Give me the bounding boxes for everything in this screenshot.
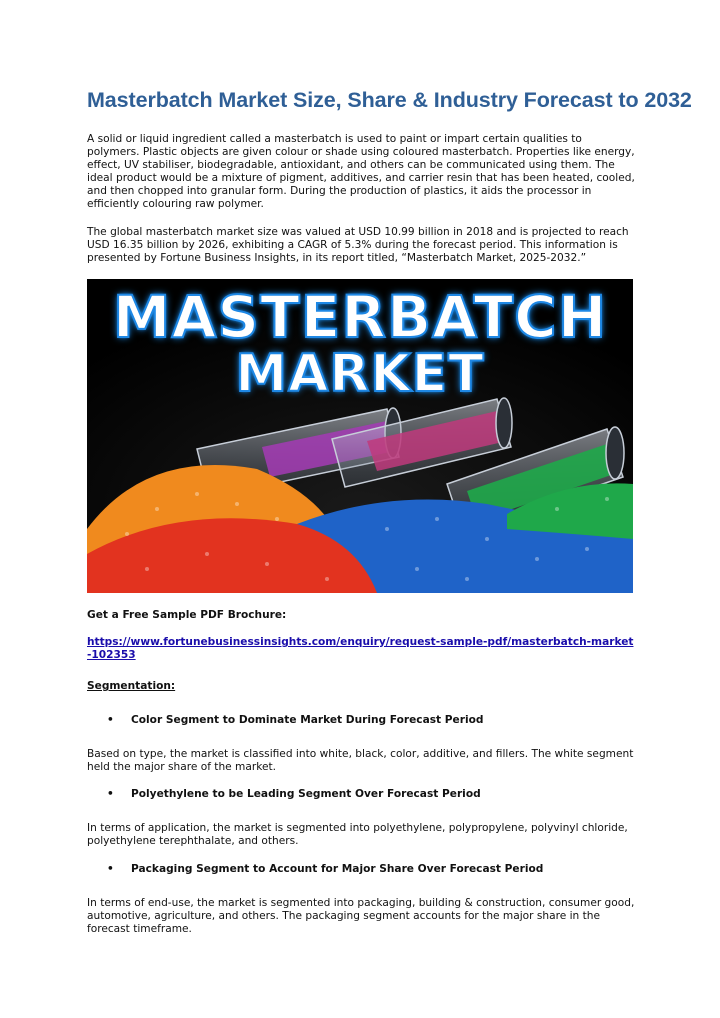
hero-title-line2: MARKET [235,343,485,404]
sample-label: Get a Free Sample PDF Brochure: [87,608,287,621]
segment-2 [87,788,635,848]
bullet-icon: • [107,862,114,875]
segment-text: In terms of application, the market is segmented into polyethylene, polypropylene, polyvinyl chloride, polyethylene terephthalate, and others. [87,822,628,848]
segment-bullet-text: Packaging Segment to Account for Major Share Over Forecast Period [131,862,544,875]
segment-bullet [87,863,635,875]
bullet-icon: • [107,714,114,727]
segment-text: Based on type, the market is classified into white, black, color, additive, and fillers. The white segment held the major share of the market. [87,748,634,774]
segment-bullet [87,714,635,726]
sample-link[interactable]: https://www.fortunebusinessinsights.com/enquiry/request-sample-pdf/masterbatch-market-102353 [87,635,634,662]
hero-image [87,279,633,593]
segment-1 [87,714,635,774]
segmentation-heading: Segmentation: [87,680,176,693]
segment-bullet-text: Polyethylene to be Leading Segment Over Forecast Period [131,788,481,801]
segment-3 [87,863,635,936]
page-title: Masterbatch Market Size, Share & Industry Forecast to 2032 [87,88,692,112]
bullet-icon: • [107,788,114,801]
intro-paragraph: A solid or liquid ingredient called a masterbatch is used to paint or impart certain qualities to polymers. Plastic objects are given colour or shade using coloured masterbatch. Properties like energy, effect, UV stabiliser, biodegradable, antioxidant, and others can be communicated using them. The ideal product would be a mixture of pigment, additives, and carrier resin that has been heated, cooled, and then chopped into granular form. During the production of plastics, it aids the processor in efficiently colouring raw polymer. [87,133,635,211]
hero-title-line1: MASTERBATCH [112,282,608,351]
segment-bullet-text: Color Segment to Dominate Market During Forecast Period [131,714,484,727]
market-size-paragraph: The global masterbatch market size was valued at USD 10.99 billion in 2018 and is projected to reach USD 16.35 billion by 2026, exhibiting a CAGR of 5.3% during the forecast period. This information is presented by Fortune Business Insights, in its report titled, “Masterbatch Market, 2025-2032.” [87,225,629,264]
segment-bullet [87,788,635,800]
segment-text: In terms of end-use, the market is segmented into packaging, building & construction, consumer good, automotive, agriculture, and others. The packaging segment accounts for the major share in the forecast timeframe. [87,896,635,935]
document-page [87,88,692,950]
